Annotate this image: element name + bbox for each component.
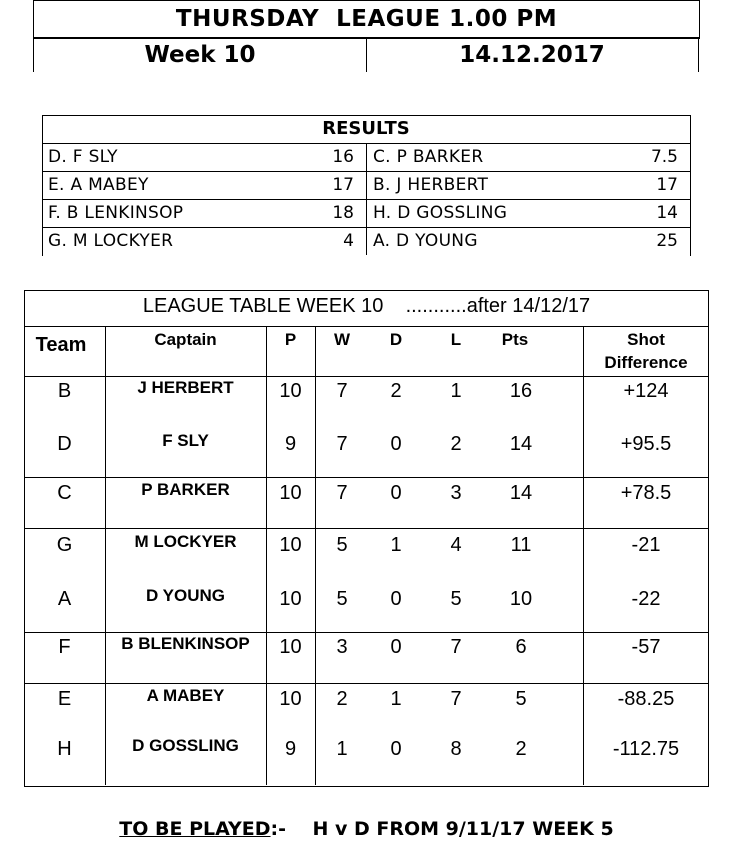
points-cell: 6 [515, 636, 527, 658]
points-cell: 16 [509, 380, 533, 402]
league-divider [24, 326, 709, 327]
result-team: E. A MABEY [48, 175, 149, 195]
drawn-cell: 0 [390, 738, 402, 760]
played-cell: 10 [279, 688, 302, 710]
won-cell: 7 [336, 380, 348, 402]
result-left-row [42, 227, 366, 255]
played-cell: 10 [279, 588, 302, 610]
team-cell: A [57, 588, 72, 610]
played-cell: 10 [279, 482, 302, 504]
shot-difference-cell: -21 [631, 534, 661, 556]
col-header-l: L [450, 330, 462, 349]
col-header-w: W [333, 330, 351, 349]
played-cell: 9 [284, 433, 297, 455]
points-cell: 14 [509, 482, 533, 504]
points-cell: 14 [509, 433, 533, 455]
lost-cell: 2 [450, 433, 462, 455]
fixture-text: H v D FROM 9/11/17 WEEK 5 [286, 818, 614, 840]
col-header-p: P [284, 330, 297, 349]
league-divider [24, 632, 709, 633]
drawn-cell: 0 [390, 588, 402, 610]
week-cell [33, 37, 367, 72]
won-cell: 3 [336, 636, 348, 658]
played-cell: 9 [284, 738, 297, 760]
fixture-label-suffix: :- [270, 818, 286, 840]
lost-cell: 1 [450, 380, 462, 402]
col-header-team: Team [35, 334, 87, 356]
captain-cell: D GOSSLING [132, 736, 239, 755]
drawn-cell: 1 [390, 534, 402, 556]
league-divider [24, 528, 709, 529]
league-divider [24, 683, 709, 684]
result-team: G. M LOCKYER [48, 231, 174, 251]
col-header-shot: Shot [627, 330, 665, 349]
won-cell: 5 [336, 588, 348, 610]
captain-cell: F SLY [162, 431, 209, 450]
result-score: 18 [332, 203, 354, 223]
week-label: Week 10 [144, 42, 256, 68]
result-score: 14 [656, 203, 678, 223]
league-col-divider [315, 326, 316, 785]
league-title: THURSDAY LEAGUE 1.00 PM [175, 6, 558, 32]
won-cell: 5 [336, 534, 348, 556]
won-cell: 1 [336, 738, 348, 760]
result-score: 7.5 [650, 147, 678, 167]
fixture-note [0, 818, 733, 840]
col-header-shot-difference: Difference [604, 353, 688, 372]
shot-difference-cell: +78.5 [620, 482, 672, 504]
result-team: B. J HERBERT [373, 175, 489, 195]
shot-difference-cell: +95.5 [620, 433, 672, 455]
results-table [42, 115, 690, 255]
league-table-title: LEAGUE TABLE WEEK 10 ...........after 14/12/17 [142, 295, 591, 317]
shot-difference-cell: +124 [623, 380, 669, 402]
won-cell: 2 [336, 688, 348, 710]
drawn-cell: 0 [390, 636, 402, 658]
team-cell: H [57, 738, 72, 760]
drawn-cell: 0 [390, 482, 402, 504]
shot-difference-cell: -88.25 [617, 688, 675, 710]
league-table [24, 290, 709, 787]
result-score: 4 [343, 231, 354, 251]
team-cell: B [57, 380, 72, 402]
lost-cell: 5 [450, 588, 462, 610]
col-header-pts: Pts [501, 330, 529, 349]
result-score: 25 [656, 231, 678, 251]
won-cell: 7 [336, 482, 348, 504]
team-cell: F [58, 636, 71, 658]
captain-cell: A MABEY [146, 686, 225, 705]
lost-cell: 4 [450, 534, 462, 556]
result-score: 17 [332, 175, 354, 195]
date-cell [366, 37, 699, 72]
captain-cell: M LOCKYER [134, 532, 237, 551]
won-cell: 7 [336, 433, 348, 455]
result-score: 16 [332, 147, 354, 167]
result-right-row [367, 143, 690, 171]
league-divider [24, 477, 709, 478]
captain-cell: J HERBERT [137, 378, 234, 397]
result-team: A. D YOUNG [373, 231, 478, 251]
result-team: H. D GOSSLING [373, 203, 508, 223]
shot-difference-cell: -57 [631, 636, 661, 658]
result-team: F. B LENKINSOP [48, 203, 184, 223]
lost-cell: 3 [450, 482, 462, 504]
points-cell: 2 [515, 738, 527, 760]
drawn-cell: 2 [390, 380, 402, 402]
result-right-row [367, 171, 690, 199]
lost-cell: 7 [450, 688, 462, 710]
drawn-cell: 1 [390, 688, 402, 710]
team-cell: E [57, 688, 72, 710]
result-right-row [367, 227, 690, 255]
lost-cell: 7 [450, 636, 462, 658]
header-box [33, 0, 700, 72]
result-left-row [42, 171, 366, 199]
result-team: C. P BARKER [373, 147, 484, 167]
result-left-row [42, 143, 366, 171]
points-cell: 10 [509, 588, 533, 610]
shot-difference-cell: -22 [631, 588, 661, 610]
shot-difference-cell: -112.75 [612, 738, 680, 760]
results-title: RESULTS [322, 118, 410, 139]
played-cell: 10 [279, 380, 302, 402]
team-cell: D [57, 433, 72, 455]
header-title-cell [33, 0, 700, 39]
result-score: 17 [656, 175, 678, 195]
team-cell: C [57, 482, 72, 504]
col-header-d: D [389, 330, 403, 349]
captain-cell: D YOUNG [145, 586, 226, 605]
lost-cell: 8 [450, 738, 462, 760]
date-label: 14.12.2017 [459, 42, 605, 68]
played-cell: 10 [279, 534, 302, 556]
points-cell: 5 [515, 688, 527, 710]
team-cell: G [56, 534, 73, 556]
league-divider [24, 376, 709, 377]
captain-cell: B BLENKINSOP [121, 634, 250, 653]
captain-cell: P BARKER [141, 480, 230, 499]
result-left-row [42, 199, 366, 227]
result-team: D. F SLY [48, 147, 118, 167]
drawn-cell: 0 [390, 433, 402, 455]
result-right-row [367, 199, 690, 227]
points-cell: 11 [510, 534, 532, 556]
fixture-label: TO BE PLAYED [119, 818, 271, 840]
played-cell: 10 [279, 636, 302, 658]
col-header-captain: Captain [154, 330, 217, 349]
